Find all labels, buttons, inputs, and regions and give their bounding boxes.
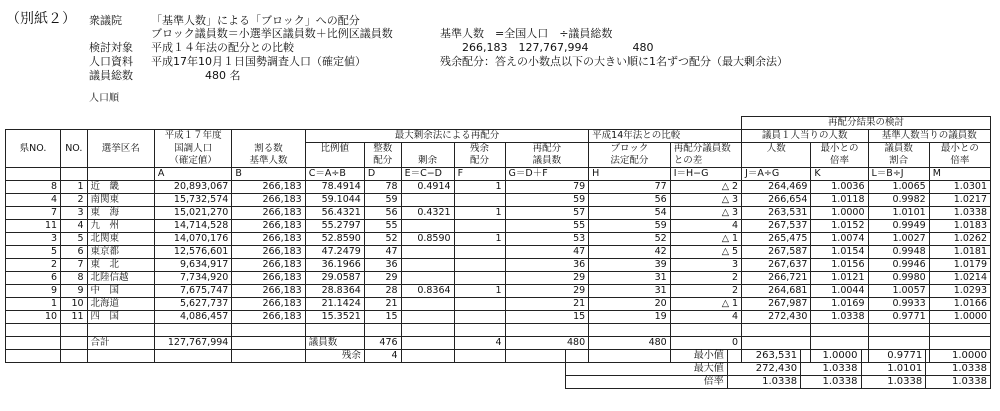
surplus-rule: 残余配分：答えの小数点以下の大きい順に1名ずつ配分（最大剰余法） <box>440 55 788 68</box>
pref-no-cell: 3 <box>6 233 61 246</box>
diff-cell: △ 5 <box>670 246 741 259</box>
diff-cell: △ 2 <box>670 181 741 194</box>
total-population: 127,767,994 <box>154 337 231 350</box>
formula-row <box>6 168 991 181</box>
min-ratio2-cell: 1.0183 <box>929 220 990 233</box>
group-per-base-header: 基準人数当りの議員数 <box>868 130 990 143</box>
people-per-member-cell: 267,587 <box>742 246 811 259</box>
remainder-cell <box>401 246 454 259</box>
min-ratio2-cell: 1.0000 <box>929 311 990 324</box>
realloc-members-cell: 15 <box>505 311 589 324</box>
document-label: （別紙２） <box>6 11 76 27</box>
population-cell: 15,021,270 <box>154 207 231 220</box>
integer-alloc-cell: 15 <box>364 311 401 324</box>
header-row-4 <box>6 155 991 168</box>
total-block: 480 <box>589 337 671 350</box>
base-count-cell: 266,183 <box>232 246 305 259</box>
col-surplus-header: 残余 <box>454 143 505 156</box>
population-cell: 20,893,067 <box>154 181 231 194</box>
surplus-alloc-cell <box>454 259 505 272</box>
stat-min-ratio: 1.0000 <box>801 350 861 363</box>
ratio-cell: 29.0587 <box>305 272 364 285</box>
pref-no-cell: 7 <box>6 207 61 220</box>
block-legal-cell: 42 <box>589 246 671 259</box>
surplus-alloc-cell: 1 <box>454 285 505 298</box>
formula-cell: A <box>154 168 231 181</box>
people-per-member-cell: 267,637 <box>742 259 811 272</box>
total-members-value: 476 <box>364 337 401 350</box>
table-row <box>6 272 991 285</box>
diff-cell: 2 <box>670 285 741 298</box>
base-count-cell: 266,183 <box>232 181 305 194</box>
min-ratio-cell: 1.0036 <box>811 181 868 194</box>
pref-no-cell: 11 <box>6 220 61 233</box>
ratio-cell: 55.2797 <box>305 220 364 233</box>
total-remain-label: 残余 <box>305 350 364 363</box>
population-cell: 7,675,747 <box>154 285 231 298</box>
people-per-member-cell: 272,430 <box>742 311 811 324</box>
base-count-cell: 266,183 <box>232 259 305 272</box>
remainder-cell: 0.4914 <box>401 181 454 194</box>
ratio-cell: 52.8590 <box>305 233 364 246</box>
stat-label: 最大値 <box>566 363 728 376</box>
surplus-alloc-cell <box>454 220 505 233</box>
members-ratio-cell: 1.0101 <box>868 207 929 220</box>
population-cell: 9,634,917 <box>154 259 231 272</box>
population-cell: 7,734,920 <box>154 272 231 285</box>
realloc-members-cell: 29 <box>505 272 589 285</box>
pref-no-cell: 9 <box>6 285 61 298</box>
total-remain-value: 4 <box>364 350 401 363</box>
surplus-alloc-cell <box>454 272 505 285</box>
header-formula-values: 266,183 127,767,994 480 <box>462 41 654 54</box>
diff-cell: 2 <box>670 272 741 285</box>
formula-cell: B <box>232 168 305 181</box>
surplus-alloc-cell: 1 <box>454 181 505 194</box>
col-pref-no-header: 県NO. <box>6 143 61 156</box>
col-base-header-2: 基準人数 <box>232 155 305 168</box>
ratio-cell: 21.1424 <box>305 298 364 311</box>
stat-label: 最小値 <box>566 350 728 363</box>
redistribution-table <box>5 116 991 363</box>
no-cell: 7 <box>61 259 88 272</box>
no-cell: 11 <box>61 311 88 324</box>
min-ratio2-cell: 1.0166 <box>929 298 990 311</box>
pref-no-cell: 2 <box>6 259 61 272</box>
header-line1: 「基準人数」による「ブロック」への配分 <box>151 14 360 27</box>
district-name-cell: 東 海 <box>87 207 154 220</box>
base-count-cell: 266,183 <box>232 194 305 207</box>
min-ratio-cell: 1.0074 <box>811 233 868 246</box>
col-min-ratio-header-2: 倍率 <box>811 155 868 168</box>
base-count-cell: 266,183 <box>232 233 305 246</box>
col-no-header: NO. <box>61 143 88 156</box>
min-ratio-cell: 1.0044 <box>811 285 868 298</box>
people-per-member-cell: 267,987 <box>742 298 811 311</box>
col-base-header: 割る数 <box>232 143 305 156</box>
district-name-cell: 東 北 <box>87 259 154 272</box>
total-members-label: 議員総数 <box>89 69 133 82</box>
remainder-cell <box>401 194 454 207</box>
population-cell: 12,576,601 <box>154 246 231 259</box>
stat-min-ratio2: 1.0338 <box>926 363 991 376</box>
diff-cell: △ 3 <box>670 194 741 207</box>
realloc-members-cell: 55 <box>505 220 589 233</box>
no-cell: 5 <box>61 233 88 246</box>
surplus-alloc-cell <box>454 311 505 324</box>
realloc-members-cell: 21 <box>505 298 589 311</box>
district-name-cell: 四 国 <box>87 311 154 324</box>
remainder-cell <box>401 259 454 272</box>
min-ratio2-cell: 1.0293 <box>929 285 990 298</box>
min-ratio-cell: 1.0118 <box>811 194 868 207</box>
people-per-member-cell: 264,681 <box>742 285 811 298</box>
col-int-header: 整数 <box>364 143 401 156</box>
stats-row <box>566 350 991 363</box>
min-ratio-cell: 1.0154 <box>811 246 868 259</box>
min-ratio-cell: 1.0121 <box>811 272 868 285</box>
integer-alloc-cell: 55 <box>364 220 401 233</box>
formula-cell: D <box>364 168 401 181</box>
people-per-member-cell: 266,654 <box>742 194 811 207</box>
col-min2-header: 最小との <box>929 143 990 156</box>
no-cell: 6 <box>61 246 88 259</box>
ratio-cell: 28.8364 <box>305 285 364 298</box>
remainder-cell <box>401 298 454 311</box>
formula-cell: L＝B÷J <box>868 168 929 181</box>
surplus-alloc-cell: 1 <box>454 233 505 246</box>
stats-table <box>565 349 991 389</box>
members-ratio-cell: 0.9982 <box>868 194 929 207</box>
stat-people: 272,430 <box>727 363 800 376</box>
col-rem-header-2: 剰余 <box>401 155 454 168</box>
block-legal-cell: 77 <box>589 181 671 194</box>
total-surplus: 4 <box>454 337 505 350</box>
district-name-cell: 九 州 <box>87 220 154 233</box>
people-per-member-cell: 266,721 <box>742 272 811 285</box>
diff-cell: 4 <box>670 311 741 324</box>
base-count-cell: 266,183 <box>232 207 305 220</box>
table-row <box>6 220 991 233</box>
district-name-cell: 中 国 <box>87 285 154 298</box>
block-legal-cell: 52 <box>589 233 671 246</box>
people-per-member-cell: 265,475 <box>742 233 811 246</box>
table-row <box>6 298 991 311</box>
stat-people: 263,531 <box>727 350 800 363</box>
stat-label: 倍率 <box>566 376 728 389</box>
realloc-members-cell: 79 <box>505 181 589 194</box>
integer-alloc-cell: 28 <box>364 285 401 298</box>
members-ratio-cell: 0.9946 <box>868 259 929 272</box>
ratio-cell: 15.3521 <box>305 311 364 324</box>
block-legal-cell: 39 <box>589 259 671 272</box>
district-name-cell: 近 畿 <box>87 181 154 194</box>
district-name-cell: 北陸信越 <box>87 272 154 285</box>
integer-alloc-cell: 52 <box>364 233 401 246</box>
table-row <box>6 285 991 298</box>
formula-cell: H <box>589 168 671 181</box>
surplus-alloc-cell <box>454 246 505 259</box>
members-ratio-cell: 1.0057 <box>868 285 929 298</box>
population-cell: 4,086,457 <box>154 311 231 324</box>
pref-no-cell: 1 <box>6 298 61 311</box>
col-people-header: 人数 <box>742 143 811 156</box>
surplus-alloc-cell <box>454 194 505 207</box>
members-ratio-cell: 0.9980 <box>868 272 929 285</box>
block-legal-cell: 54 <box>589 207 671 220</box>
district-name-cell: 東京都 <box>87 246 154 259</box>
remainder-cell <box>401 220 454 233</box>
ratio-cell: 78.4914 <box>305 181 364 194</box>
surplus-alloc-cell: 1 <box>454 207 505 220</box>
integer-alloc-cell: 21 <box>364 298 401 311</box>
integer-alloc-cell: 56 <box>364 207 401 220</box>
block-legal-cell: 31 <box>589 285 671 298</box>
min-ratio2-cell: 1.0214 <box>929 272 990 285</box>
base-count-cell: 266,183 <box>232 220 305 233</box>
stat-members-ratio: 1.0338 <box>861 376 926 389</box>
realloc-members-cell: 47 <box>505 246 589 259</box>
table-row <box>6 259 991 272</box>
min-ratio-cell: 1.0169 <box>811 298 868 311</box>
table-row <box>6 233 991 246</box>
min-ratio-cell: 1.0156 <box>811 259 868 272</box>
col-pop-header-2: 国調人口 <box>154 143 231 156</box>
stats-row <box>566 376 991 389</box>
diff-cell: △ 3 <box>670 207 741 220</box>
integer-alloc-cell: 59 <box>364 194 401 207</box>
no-cell: 2 <box>61 194 88 207</box>
district-name-cell: 北海道 <box>87 298 154 311</box>
block-legal-cell: 56 <box>589 194 671 207</box>
population-cell: 15,732,574 <box>154 194 231 207</box>
target-text: 平成１４年法の配分との比較 <box>151 41 294 54</box>
col-ratio-header: 比例値 <box>305 143 364 156</box>
group-redistribution-header: 再配分結果の検討 <box>742 117 991 130</box>
diff-cell: 4 <box>670 220 741 233</box>
formula-cell: F <box>454 168 505 181</box>
members-ratio-cell: 0.9933 <box>868 298 929 311</box>
min-ratio-cell: 1.0152 <box>811 220 868 233</box>
col-surplus-header-2: 配分 <box>454 155 505 168</box>
population-cell: 5,627,737 <box>154 298 231 311</box>
no-cell: 3 <box>61 207 88 220</box>
pref-no-cell: 10 <box>6 311 61 324</box>
header-row-1 <box>6 117 991 130</box>
district-name-cell: 北関東 <box>87 233 154 246</box>
group-compare-header: 平成14年法との比較 <box>589 130 742 143</box>
remainder-cell: 0.4321 <box>401 207 454 220</box>
stat-min-ratio: 1.0338 <box>801 363 861 376</box>
remainder-cell: 0.8590 <box>401 233 454 246</box>
col-members-header-2: 割合 <box>868 155 929 168</box>
base-count-cell: 266,183 <box>232 298 305 311</box>
stat-min-ratio2: 1.0000 <box>926 350 991 363</box>
formula-cell: I＝H−G <box>670 168 741 181</box>
pref-no-cell: 8 <box>6 181 61 194</box>
total-diff: 0 <box>670 337 741 350</box>
col-min2-header-2: 倍率 <box>929 155 990 168</box>
population-order-label: 人口順 <box>89 93 119 104</box>
people-per-member-cell: 267,537 <box>742 220 811 233</box>
remainder-cell <box>401 311 454 324</box>
col-diff-header-2: との差 <box>670 155 741 168</box>
col-members-header: 議員数 <box>868 143 929 156</box>
table-row <box>6 181 991 194</box>
group-max-remainder-header: 最大剰余法による再配分 <box>305 130 588 143</box>
people-per-member-cell: 264,469 <box>742 181 811 194</box>
header-line2: ブロック議員数＝小選挙区議員数＋比例区議員数 <box>151 27 393 40</box>
table-row <box>6 311 991 324</box>
col-block-header-2: 法定配分 <box>589 155 671 168</box>
formula-cell: C＝A÷B <box>305 168 364 181</box>
members-ratio-cell: 0.9949 <box>868 220 929 233</box>
total-members-label: 議員数 <box>305 337 364 350</box>
integer-alloc-cell: 47 <box>364 246 401 259</box>
formula-cell: E＝C−D <box>401 168 454 181</box>
members-ratio-cell: 0.9771 <box>868 311 929 324</box>
pref-no-cell: 5 <box>6 246 61 259</box>
col-realloc-header-2: 議員数 <box>505 155 589 168</box>
col-block-header: ブロック <box>589 143 671 156</box>
formula-cell: K <box>811 168 868 181</box>
realloc-members-cell: 36 <box>505 259 589 272</box>
min-ratio2-cell: 1.0301 <box>929 181 990 194</box>
header-row-2 <box>6 130 991 143</box>
no-cell: 9 <box>61 285 88 298</box>
min-ratio-cell: 1.0338 <box>811 311 868 324</box>
blank-row <box>6 324 991 337</box>
realloc-members-cell: 57 <box>505 207 589 220</box>
formula-cell: M <box>929 168 990 181</box>
remainder-cell <box>401 272 454 285</box>
block-legal-cell: 20 <box>589 298 671 311</box>
population-source: 平成17年10月１日国勢調査人口（確定値） <box>151 55 366 68</box>
col-diff-header: 再配分議員数 <box>670 143 741 156</box>
realloc-members-cell: 59 <box>505 194 589 207</box>
house-label: 衆議院 <box>89 14 122 27</box>
realloc-members-cell: 29 <box>505 285 589 298</box>
total-members-value: 480 名 <box>205 69 241 82</box>
realloc-members-cell: 53 <box>505 233 589 246</box>
block-legal-cell: 59 <box>589 220 671 233</box>
diff-cell: 3 <box>670 259 741 272</box>
district-name-cell: 南関東 <box>87 194 154 207</box>
block-legal-cell: 19 <box>589 311 671 324</box>
table-row <box>6 194 991 207</box>
stat-min-ratio2: 1.0338 <box>926 376 991 389</box>
base-count-cell: 266,183 <box>232 311 305 324</box>
header-formula: 基準人数 =全国人口 ÷議員総数 <box>440 27 613 40</box>
min-ratio2-cell: 1.0181 <box>929 246 990 259</box>
members-ratio-cell: 0.9948 <box>868 246 929 259</box>
col-pop-header-3: （確定値） <box>154 155 231 168</box>
min-ratio-cell: 1.0000 <box>811 207 868 220</box>
formula-cell: J＝A÷G <box>742 168 811 181</box>
total-row <box>6 337 991 350</box>
col-min-ratio-header: 最小との <box>811 143 868 156</box>
table-row <box>6 246 991 259</box>
min-ratio2-cell: 1.0262 <box>929 233 990 246</box>
total-label: 合計 <box>87 337 154 350</box>
no-cell: 10 <box>61 298 88 311</box>
col-name-header: 選挙区名 <box>87 143 154 156</box>
block-legal-cell: 31 <box>589 272 671 285</box>
col-int-header-2: 配分 <box>364 155 401 168</box>
pref-no-cell: 6 <box>6 272 61 285</box>
stat-min-ratio: 1.0338 <box>801 376 861 389</box>
stat-people: 1.0338 <box>727 376 800 389</box>
min-ratio2-cell: 1.0179 <box>929 259 990 272</box>
target-label: 検討対象 <box>89 41 133 54</box>
diff-cell: △ 1 <box>670 233 741 246</box>
stats-row <box>566 363 991 376</box>
total-realloc: 480 <box>505 337 589 350</box>
col-realloc-header: 再配分 <box>505 143 589 156</box>
min-ratio2-cell: 1.0217 <box>929 194 990 207</box>
integer-alloc-cell: 36 <box>364 259 401 272</box>
table-row <box>6 207 991 220</box>
no-cell: 8 <box>61 272 88 285</box>
base-count-cell: 266,183 <box>232 285 305 298</box>
population-cell: 14,070,176 <box>154 233 231 246</box>
population-cell: 14,714,528 <box>154 220 231 233</box>
stat-members-ratio: 0.9771 <box>861 350 926 363</box>
group-per-member-header: 議員１人当りの人数 <box>742 130 868 143</box>
header-row-3 <box>6 143 991 156</box>
ratio-cell: 59.1044 <box>305 194 364 207</box>
members-ratio-cell: 1.0065 <box>868 181 929 194</box>
pref-no-cell: 4 <box>6 194 61 207</box>
no-cell: 1 <box>61 181 88 194</box>
people-per-member-cell: 263,531 <box>742 207 811 220</box>
integer-alloc-cell: 29 <box>364 272 401 285</box>
stat-members-ratio: 1.0101 <box>861 363 926 376</box>
col-rem-header <box>401 143 454 156</box>
ratio-cell: 47.2479 <box>305 246 364 259</box>
integer-alloc-cell: 78 <box>364 181 401 194</box>
formula-cell: G＝D＋F <box>505 168 589 181</box>
min-ratio2-cell: 1.0338 <box>929 207 990 220</box>
remainder-cell: 0.8364 <box>401 285 454 298</box>
diff-cell: △ 1 <box>670 298 741 311</box>
no-cell: 4 <box>61 220 88 233</box>
ratio-cell: 56.4321 <box>305 207 364 220</box>
surplus-alloc-cell <box>454 298 505 311</box>
base-count-cell: 266,183 <box>232 272 305 285</box>
col-pop-header: 平成１７年度 <box>154 130 231 143</box>
ratio-cell: 36.1966 <box>305 259 364 272</box>
population-label: 人口資料 <box>89 55 133 68</box>
members-ratio-cell: 1.0027 <box>868 233 929 246</box>
